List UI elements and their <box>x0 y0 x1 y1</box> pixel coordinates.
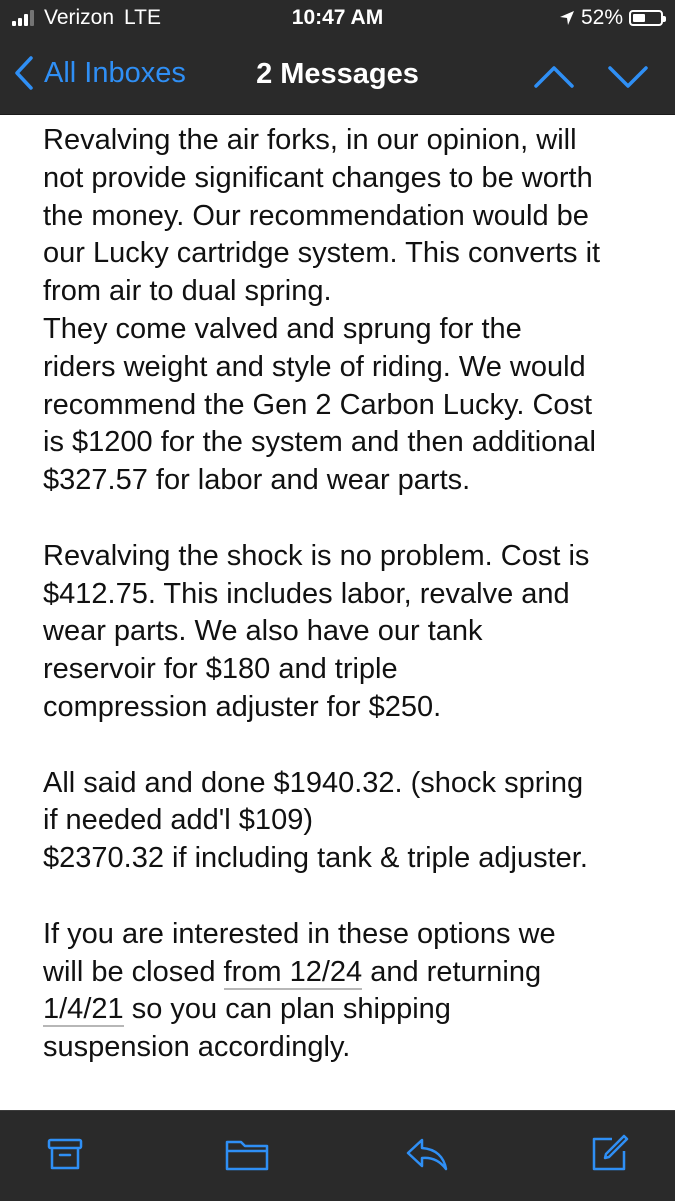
message-line: Revalving the air forks, in our opinion, will <box>43 124 577 156</box>
message-line: if needed add'l $109) <box>43 804 313 837</box>
battery-fill <box>633 14 645 22</box>
message-line: the money. Our recommendation would be <box>43 199 589 232</box>
message-line: Revalving the shock is no problem. Cost is <box>43 539 590 572</box>
back-button-label: All Inboxes <box>44 56 186 89</box>
nav-bar <box>0 36 675 115</box>
archive-icon <box>45 1134 85 1174</box>
message-line-part: will be closed <box>43 955 224 988</box>
message-line: from air to dual spring. <box>43 275 332 308</box>
message-line: recommend the Gen 2 Carbon Lucky. Cost <box>43 388 593 421</box>
message-line: not provide significant changes to be worth <box>43 161 593 194</box>
message-line: $2370.32 if including tank & triple adjuster. <box>43 842 588 875</box>
battery-icon <box>629 10 663 26</box>
next-message-button[interactable] <box>604 56 652 96</box>
location-arrow-icon <box>559 10 575 26</box>
compose-button[interactable] <box>584 1129 634 1179</box>
compose-icon <box>588 1133 630 1175</box>
message-line: If you are interested in these options we <box>43 917 556 950</box>
back-button[interactable] <box>14 56 186 90</box>
message-paragraph <box>43 916 663 1067</box>
message-paragraph <box>43 122 663 500</box>
message-line: suspension accordingly. <box>43 1031 351 1064</box>
message-body <box>43 122 663 1067</box>
date-link[interactable]: from 12/24 <box>223 955 363 988</box>
nav-title: 2 Messages <box>256 58 419 90</box>
battery-percent: 52% <box>580 6 623 29</box>
message-line: $412.75. This includes labor, revalve and <box>43 577 570 610</box>
folder-icon <box>224 1134 270 1174</box>
reply-icon <box>404 1134 450 1174</box>
bottom-toolbar <box>0 1110 675 1201</box>
carrier-name: Verizon <box>44 6 115 29</box>
reply-button[interactable] <box>402 1129 452 1179</box>
message-paragraph <box>43 538 663 727</box>
message-line: riders weight and style of riding. We would <box>43 350 586 383</box>
message-line: $327.57 for labor and wear parts. <box>43 464 471 497</box>
move-to-folder-button[interactable] <box>222 1129 272 1179</box>
status-bar <box>0 0 675 36</box>
date-link[interactable]: 1/4/21 <box>43 993 124 1026</box>
chevron-left-icon <box>14 56 34 90</box>
message-line: compression adjuster for $250. <box>43 690 442 723</box>
message-paragraph <box>43 765 663 878</box>
message-line: reservoir for $180 and triple <box>43 653 398 686</box>
message-line: All said and done $1940.32. (shock spring <box>43 766 584 799</box>
message-line: They come valved and sprung for the <box>43 312 522 345</box>
message-line: wear parts. We also have our tank <box>43 615 483 648</box>
status-right <box>559 6 663 30</box>
message-line: our Lucky cartridge system. This converts it <box>43 237 601 270</box>
message-line-part: and returning <box>362 955 542 988</box>
message-line-part: so you can plan shipping <box>123 993 451 1026</box>
chevron-down-icon <box>604 56 652 96</box>
network-type: LTE <box>124 6 162 29</box>
message-line: is $1200 for the system and then additional <box>43 426 596 459</box>
chevron-up-icon <box>530 56 578 96</box>
previous-message-button[interactable] <box>530 56 578 96</box>
status-time: 10:47 AM <box>291 6 384 29</box>
archive-button[interactable] <box>40 1129 90 1179</box>
